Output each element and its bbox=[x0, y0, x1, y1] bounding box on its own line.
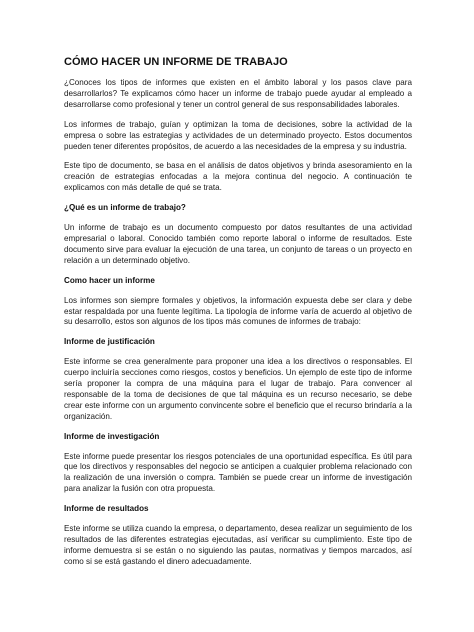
section-heading-how: Como hacer un informe bbox=[64, 275, 155, 285]
research-paragraph: Este informe puede presentar los riesgos potenciales de una oportunidad específica. Es útil para que los directivos y responsables del negocio se anticipen a cualquier problema relacionado con la realización de una inversión o compra. También se puede crear un informe de investigación para analizar la fusión con otra propuesta. bbox=[64, 451, 412, 494]
section-heading-justification: Informe de justificación bbox=[64, 337, 155, 347]
what-paragraph: Un informe de trabajo es un documento compuesto por datos resultantes de una actividad empresarial o laboral. Conocido también como reporte laboral o informe de resultados. Este documento sirve para evaluar la ejecución de una tarea, un conjunto de tareas o un proyecto en relación a un determinado objetivo. bbox=[64, 223, 412, 265]
document-body bbox=[64, 55, 412, 577]
intro-paragraph: ¿Conoces los tipos de informes que existen en el ámbito laboral y los pasos clave para desarrollarlos? Te explicamos cómo hacer un informe de trabajo puede ayudar al empleado a desarrollarse como profesional y tener un control general de sus responsabilidades laborales. bbox=[64, 78, 412, 109]
results-paragraph: Este informe se utiliza cuando la empresa, o departamento, desea realizar un seguimiento de los resultados de las diferentes estrategias ejecutadas, así verificar su cumplimiento. Este tipo de informe demuestra si se están o no siguiendo las pautas, normativas y tiempos marcados, así como si se está gastando el dinero adecuadamente. bbox=[64, 524, 412, 566]
document-title: CÓMO HACER UN INFORME DE TRABAJO bbox=[64, 56, 288, 68]
justification-paragraph: Este informe se crea generalmente para proponer una idea a los directivos o responsables. El cuerpo incluiría secciones como riesgos, costos y beneficios. Un ejemplo de este tipo de informe sería proponer la compra de una máquina para el lugar de trabajo. Para convencer al responsable de la toma de decisiones de que tal máquina es un recurso necesario, se debe crear este informe con un argumento convincente sobre el beneficio que el recurso brindaría a la organización. bbox=[64, 357, 412, 421]
section-heading-results: Informe de resultados bbox=[64, 504, 149, 514]
analysis-paragraph: Este tipo de documento, se basa en el análisis de datos objetivos y brinda asesoramiento en la creación de estrategias enfocadas a la mejora continua del negocio. A continuación te explicamos con más detalle de qué se trata. bbox=[64, 161, 412, 193]
section-heading-research: Informe de investigación bbox=[64, 431, 160, 441]
section-heading-what: ¿Qué es un informe de trabajo? bbox=[64, 203, 186, 213]
purpose-paragraph: Los informes de trabajo, guían y optimizan la toma de decisiones, sobre la actividad de la empresa o sobre las estrategias y actividades de un determinado proyecto. Estos documentos pueden tener diferentes propósitos, de acuerdo a las necesidades de la empresa y su industria. bbox=[64, 119, 412, 151]
how-paragraph: Los informes son siempre formales y objetivos, la información expuesta debe ser clara y debe estar respaldada por una fuente legítima. La tipología de informe varía de acuerdo al objetivo de su desarrollo, estos son algunos de los tipos más comunes de informes de trabajo: bbox=[64, 295, 412, 327]
